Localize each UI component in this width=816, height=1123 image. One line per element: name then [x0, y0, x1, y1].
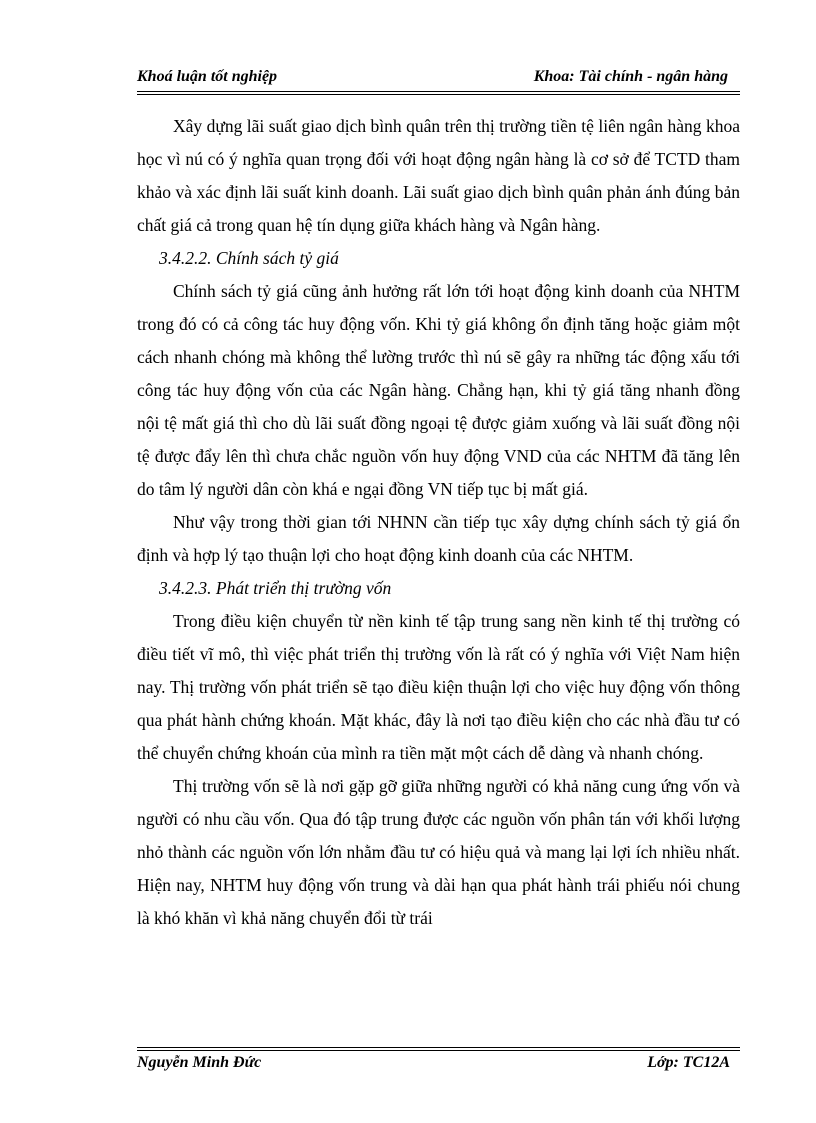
section-heading-exchange-rate: 3.4.2.2. Chính sách tỷ giá [159, 248, 339, 268]
header-faculty-label: Khoa: Tài chính - ngân hàng [533, 68, 728, 85]
paragraph-exchange-rate-impact: Chính sách tỷ giá cũng ảnh hưởng rất lớn tới hoạt động kinh doanh của NHTM trong đó có cả công tác huy động vốn. Khi tỷ giá không ổn định tăng hoặc giảm một cách nhanh chóng mà không thể lường trước thì nú sẽ gây ra những tác động xấu tới công tác huy động vốn của các Ngân hàng. Chẳng hạn, khi tỷ giá tăng nhanh đồng nội tệ mất giá thì cho dù lãi suất đồng ngoại tệ được giảm xuống và lãi suất đồng nội tệ được đẩy lên thì chưa chắc nguồn vốn huy động VND của các NHTM đã tăng lên do tâm lý người dân còn khá e ngại đồng VN tiếp tục bị mất giá. [137, 281, 740, 499]
footer-rule-bottom [137, 1050, 740, 1051]
header-rule-top [137, 91, 740, 92]
paragraph-capital-market-role: Thị trường vốn sẽ là nơi gặp gỡ giữa những người có khả năng cung ứng vốn và người có nhu cầu vốn. Qua đó tập trung được các nguồn vốn phân tán với khối lượng nhỏ thành các nguồn vốn lớn nhằm đầu tư có hiệu quả và mang lại lợi ích nhiều nhất. Hiện nay, NHTM huy động vốn trung và dài hạn qua phát hành trái phiếu nói chung là khó khăn vì khả năng chuyển đổi từ trái [137, 776, 740, 928]
section-heading-capital-market: 3.4.2.3. Phát triển thị trường vốn [159, 578, 392, 598]
page-footer [137, 1054, 740, 1078]
paragraph-interest-rate: Xây dựng lãi suất giao dịch bình quân trên thị trường tiền tệ liên ngân hàng khoa học vì nú có ý nghĩa quan trọng đối với hoạt động ngân hàng là cơ sở để TCTD tham khảo và xác định lãi suất kinh doanh. Lãi suất giao dịch bình quân phản ánh đúng bản chất giá cả trong quan hệ tín dụng giữa khách hàng và Ngân hàng. [137, 116, 740, 235]
header-thesis-label: Khoá luận tốt nghiệp [137, 68, 278, 85]
paragraph-exchange-rate-policy: Như vậy trong thời gian tới NHNN cần tiếp tục xây dựng chính sách tỷ giá ổn định và hợp lý tạo thuận lợi cho hoạt động kinh doanh của các NHTM. [137, 512, 740, 565]
page-header [137, 66, 740, 90]
header-rule-bottom [137, 94, 740, 95]
document-body [137, 110, 740, 935]
footer-class-label: Lớp: TC12A [647, 1054, 730, 1071]
paragraph-capital-market-development: Trong điều kiện chuyển từ nền kinh tế tập trung sang nền kinh tế thị trường có điều tiết vĩ mô, thì việc phát triển thị trường vốn là rất có ý nghĩa với Việt Nam hiện nay. Thị trường vốn phát triển sẽ tạo điều kiện thuận lợi cho việc huy động vốn thông qua phát hành chứng khoán. Mặt khác, đây là nơi tạo điều kiện cho các nhà đầu tư có thể chuyển chứng khoán của mình ra tiền mặt một cách dễ dàng và nhanh chóng. [137, 611, 740, 763]
footer-author-name: Nguyễn Minh Đức [137, 1054, 262, 1071]
footer-rule-top [137, 1047, 740, 1048]
